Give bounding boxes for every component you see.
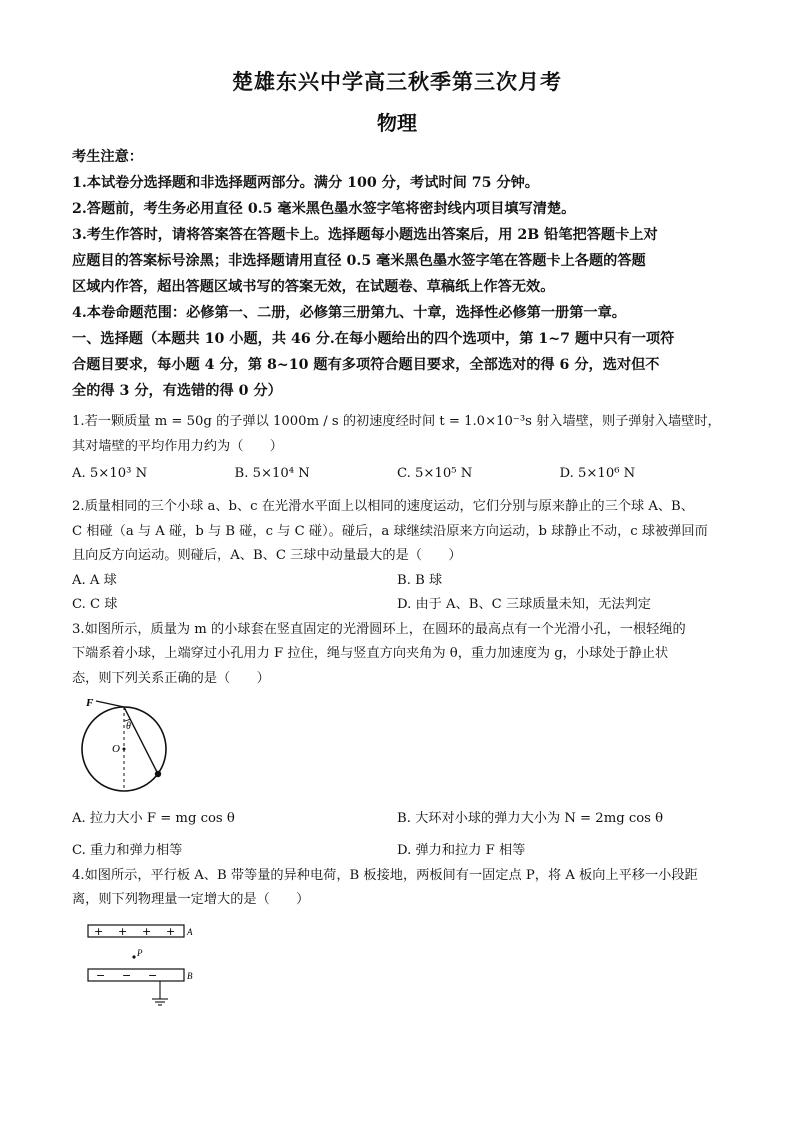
options-row — [72, 459, 722, 489]
option-c: C. 5×10⁵ N — [397, 466, 473, 481]
question-stem: 4.如图所示，平行板 A、B 带等量的异种电荷，B 板接地，两板间有一固定点 P，将 A 板向上平移一小段距 — [72, 867, 698, 883]
capacitor-diagram — [74, 919, 204, 1011]
option-a: A. A 球 — [72, 572, 117, 588]
option-a: A. 拉力大小 F = mg cos θ — [72, 810, 235, 826]
question-stem: 其对墙壁的平均作用力约为（ ） — [72, 438, 283, 454]
note-line: 1.本试卷分选择题和非选择题两部分。满分 100 分，考试时间 75 分钟。 — [72, 175, 539, 191]
center-label: O — [112, 743, 120, 755]
option-d: D. 弹力和拉力 F 相等 — [397, 843, 526, 858]
plus-sign: + — [94, 924, 104, 938]
question-stem: 1.若一颗质量 m = 50g 的子弹以 1000m / s 的初速度经时间 t = 1.0×10⁻³s 射入墙壁，则子弹射入墙壁时， — [72, 414, 721, 429]
question-stem: 态，则下列关系正确的是（ ） — [72, 670, 270, 686]
question-stem: 下端系着小球，上端穿过小孔用力 F 拉住，绳与竖直方向夹角为 θ，重力加速度为 g，小球处于静止状 — [72, 646, 669, 661]
option-c: C. 重力和弹力相等 — [72, 843, 183, 858]
question-stem: 且向反方向运动。则碰后，A、B、C 三球中动量最大的是（ ） — [72, 548, 462, 563]
minus-sign: − — [122, 968, 132, 982]
point-p — [132, 955, 135, 958]
capacitor-figure — [74, 919, 722, 1021]
question-stem: 3.如图所示，质量为 m 的小球套在竖直固定的光滑圆环上，在圆环的最高点有一个光滑小孔，一根轻绳的 — [72, 621, 686, 637]
theta-label: θ — [126, 721, 131, 732]
question-2 — [72, 495, 722, 618]
note-line: 3.考生作答时，请将答案答在答题卡上。选择题每小题选出答案后，用 2B 铅笔把答题卡上对 — [72, 227, 658, 243]
ball — [155, 771, 161, 777]
section-line: 全的得 3 分，有选错的得 0 分） — [72, 383, 282, 399]
ring-figure — [74, 697, 722, 803]
option-b: B. 大环对小球的弹力大小为 N = 2mg cos θ — [397, 810, 664, 826]
option-b: B. B 球 — [397, 572, 443, 588]
options-row — [72, 593, 722, 618]
minus-sign: − — [148, 968, 158, 982]
center-point — [123, 748, 126, 751]
plus-sign: + — [118, 924, 128, 938]
note-line: 4.本卷命题范围：必修第一、二册，必修第三册第九、十章，选择性必修第一册第一章。 — [72, 305, 626, 321]
question-1 — [72, 410, 722, 489]
exam-page — [72, 62, 722, 1024]
section-heading — [72, 326, 722, 404]
section-line: 一、选择题（本题共 10 小题，共 46 分.在每小题给出的四个选项中，第 1~7 题中只有一项符 — [72, 331, 675, 347]
option-b: B. 5×10⁴ N — [234, 466, 310, 481]
force-label: F — [86, 697, 94, 709]
plate-a-label: A — [187, 926, 193, 937]
note-line: 2.答题前，考生务必用直径 0.5 毫米黑色墨水签字笔将密封线内项目填写清楚。 — [72, 201, 576, 217]
note-line: 应题目的答案标号涂黑；非选择题请用直径 0.5 毫米黑色墨水签字笔在答题卡上各题的答题 — [72, 253, 646, 269]
question-4 — [72, 864, 722, 1021]
point-p-label: P — [137, 947, 143, 958]
note-line: 区域内作答，超出答题区域书写的答案无效，在试题卷、草稿纸上作答无效。 — [72, 279, 555, 295]
exam-title: 楚雄东兴中学高三秋季第三次月考 — [232, 69, 562, 94]
options-row — [72, 569, 722, 594]
notes-heading: 考生注意： — [72, 149, 143, 165]
option-a: A. 5×10³ N — [72, 466, 148, 481]
candidate-notes — [72, 144, 722, 326]
question-stem: C 相碰（a 与 A 碰，b 与 B 碰，c 与 C 碰）。碰后，a 球继续沿原来方向运动，b 球静止不动，c 球被弹回而 — [72, 523, 708, 539]
ring-diagram — [74, 697, 184, 793]
options-row — [72, 839, 722, 864]
option-c: C. C 球 — [72, 597, 118, 612]
rope-line — [124, 707, 158, 774]
pull-rope — [96, 701, 124, 707]
subject-title: 物理 — [377, 111, 417, 135]
plus-sign: + — [166, 924, 176, 938]
plus-sign: + — [142, 924, 152, 938]
option-d: D. 5×10⁶ N — [559, 466, 636, 481]
options-row — [72, 807, 722, 832]
section-line: 合题目要求，每小题 4 分，第 8~10 题有多项符合题目要求，全部选对的得 6 分，选对但不 — [72, 357, 660, 373]
plate-b-label: B — [187, 970, 193, 981]
question-stem: 离，则下列物理量一定增大的是（ ） — [72, 892, 310, 907]
minus-sign: − — [96, 968, 106, 982]
question-stem: 2.质量相同的三个小球 a、b、c 在光滑水平面上以相同的速度运动，它们分别与原来静止的三个球 A、B、 — [72, 499, 694, 514]
question-3 — [72, 618, 722, 864]
option-d: D. 由于 A、B、C 三球质量未知，无法判定 — [397, 597, 651, 612]
